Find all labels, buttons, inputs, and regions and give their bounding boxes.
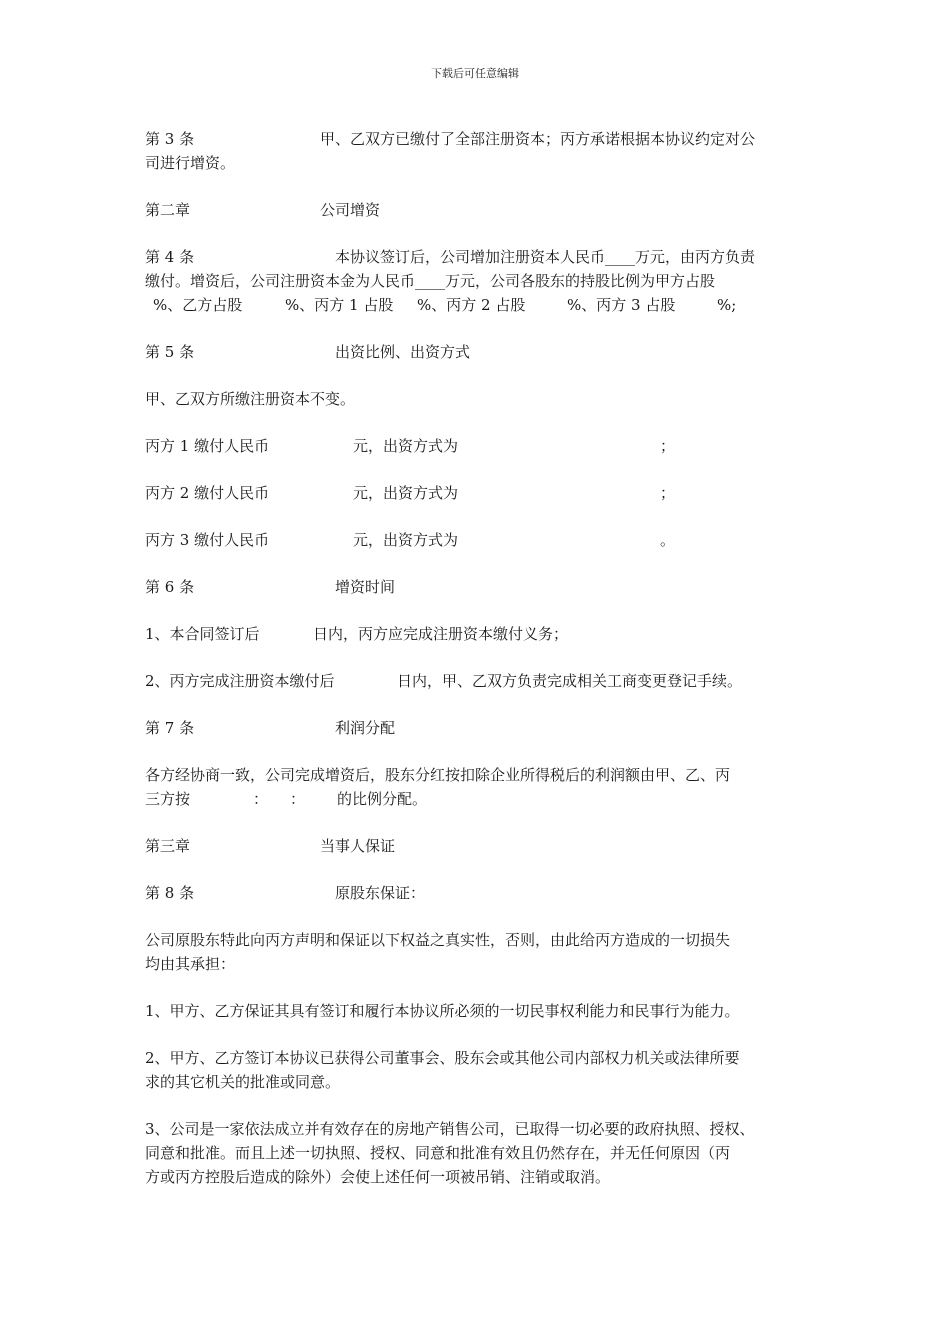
article-number: 第 8 条 <box>145 884 195 902</box>
paragraph: 公司原股东特此向丙方声明和保证以下权益之真实性，否则，由此给丙方造成的一切损失 均由其承担： <box>145 931 731 973</box>
article-8 <box>145 881 810 905</box>
chapter-number: 第二章 <box>145 201 191 219</box>
page-header: 下载后可任意编辑 <box>431 67 519 80</box>
article-number: 第 4 条 <box>145 248 195 266</box>
article-text: 本协议签订后，公司增加注册资本人民币____万元，由丙方负责 <box>335 248 756 266</box>
article-5 <box>145 340 810 364</box>
paragraph: 甲、乙双方所缴注册资本不变。 <box>145 390 356 408</box>
article-3 <box>145 127 810 175</box>
chapter-2-heading <box>145 198 810 222</box>
list-item: 3、公司是一家依法成立并有效存在的房地产销售公司，已取得一切必要的政府执照、授权、 同意和批准。而且上述一切执照、授权、同意和批准有效且仍然存在，并无任何原因（丙 方或丙方控股后造成的除外）会使上述任何一项被吊销、注销或取消。 <box>145 1120 755 1186</box>
article-title: 增资时间 <box>335 578 396 596</box>
share-percent: %、丙方 1 占股 <box>285 296 394 314</box>
payer-line: 丙方 2 缴付人民币 元，出资方式为 ； <box>145 484 676 502</box>
share-percent: %、乙方占股 <box>153 296 243 314</box>
list-item: 2、甲方、乙方签订本协议已获得公司董事会、股东会或其他公司内部权力机关或法律所要 求的其它机关的批准或同意。 <box>145 1049 740 1091</box>
payer-line: 丙方 1 缴付人民币 元，出资方式为 ； <box>145 437 676 455</box>
payer-line: 丙方 3 缴付人民币 元，出资方式为 。 <box>145 531 676 549</box>
list-item: 1、本合同签订后 日内，丙方应完成注册资本缴付义务； <box>145 625 569 643</box>
article-4 <box>145 245 810 317</box>
paragraph: 各方经协商一致，公司完成增资后，股东分红按扣除企业所得税后的利润额由甲、乙、丙 三方按 ： ： 的比例分配。 <box>145 766 731 808</box>
article-text: 甲、乙双方已缴付了全部注册资本；丙方承诺根据本协议约定对公 <box>320 130 756 148</box>
document-body <box>145 127 810 1212</box>
article-text: 司进行增资。 <box>145 154 236 172</box>
article-title: 出资比例、出资方式 <box>335 343 471 361</box>
share-percent: %、丙方 3 占股 <box>567 296 676 314</box>
article-number: 第 7 条 <box>145 719 195 737</box>
article-7 <box>145 716 810 740</box>
list-item: 1、甲方、乙方保证其具有签订和履行本协议所必须的一切民事权利能力和民事行为能力。 <box>145 1002 740 1020</box>
article-text: 缴付。增资后，公司注册资本金为人民币____万元，公司各股东的持股比例为甲方占股 <box>145 272 716 290</box>
chapter-3-heading <box>145 834 810 858</box>
article-number: 第 5 条 <box>145 343 195 361</box>
chapter-title: 公司增资 <box>320 201 381 219</box>
list-item: 2、丙方完成注册资本缴付后 日内，甲、乙双方负责完成相关工商变更登记手续。 <box>145 672 743 690</box>
article-number: 第 6 条 <box>145 578 195 596</box>
share-percent: %、丙方 2 占股 <box>417 296 526 314</box>
article-title: 原股东保证： <box>335 884 426 902</box>
article-number: 第 3 条 <box>145 130 195 148</box>
chapter-title: 当事人保证 <box>320 837 396 855</box>
article-6 <box>145 575 810 599</box>
share-percent: %; <box>717 296 737 314</box>
article-title: 利润分配 <box>335 719 396 737</box>
chapter-number: 第三章 <box>145 837 191 855</box>
